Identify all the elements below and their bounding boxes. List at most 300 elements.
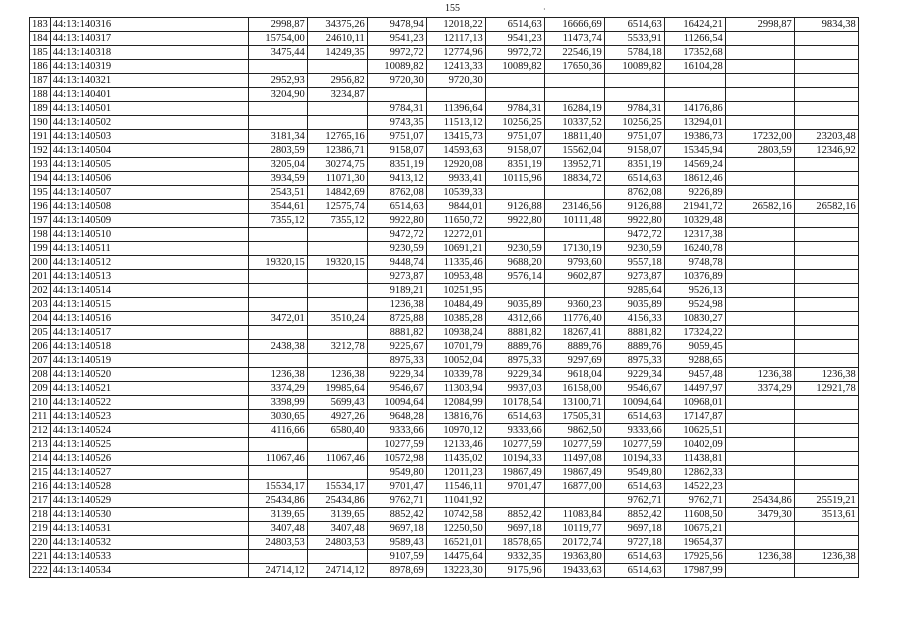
value-cell <box>725 116 794 130</box>
value-cell: 8881,82 <box>485 326 544 340</box>
value-cell <box>725 102 794 116</box>
value-cell: 19867,49 <box>485 466 544 480</box>
value-cell: 9332,35 <box>485 550 544 564</box>
row-number-cell: 183 <box>30 18 51 32</box>
cadastral-number-cell: 44:13:140512 <box>50 256 248 270</box>
value-cell: 23146,56 <box>544 200 604 214</box>
value-cell: 17130,19 <box>544 242 604 256</box>
row-number-cell: 197 <box>30 214 51 228</box>
value-cell: 15534,17 <box>307 480 367 494</box>
value-cell <box>725 466 794 480</box>
table-row <box>30 452 859 466</box>
value-cell <box>794 340 858 354</box>
value-cell: 9541,23 <box>367 32 426 46</box>
value-cell: 5784,18 <box>604 46 664 60</box>
value-cell: 9526,13 <box>664 284 725 298</box>
value-cell: 16284,19 <box>544 102 604 116</box>
value-cell <box>725 564 794 578</box>
value-cell <box>544 494 604 508</box>
cadastral-number-cell: 44:13:140507 <box>50 186 248 200</box>
value-cell: 16666,69 <box>544 18 604 32</box>
cadastral-number-cell: 44:13:140514 <box>50 284 248 298</box>
value-cell: 18267,41 <box>544 326 604 340</box>
value-cell: 1236,38 <box>794 550 858 564</box>
row-number-cell: 203 <box>30 298 51 312</box>
value-cell: 9226,89 <box>664 186 725 200</box>
value-cell: 14249,35 <box>307 46 367 60</box>
table-row <box>30 424 859 438</box>
value-cell <box>794 102 858 116</box>
cadastral-number-cell: 44:13:140319 <box>50 60 248 74</box>
value-cell <box>794 88 858 102</box>
value-cell <box>725 312 794 326</box>
value-cell: 10970,12 <box>426 424 485 438</box>
value-cell: 11608,50 <box>664 508 725 522</box>
value-cell: 15345,94 <box>664 144 725 158</box>
value-cell <box>725 74 794 88</box>
value-cell: 1236,38 <box>725 550 794 564</box>
value-cell: 3510,24 <box>307 312 367 326</box>
value-cell: 9035,89 <box>604 298 664 312</box>
table-row <box>30 242 859 256</box>
value-cell: 14475,64 <box>426 550 485 564</box>
value-cell: 12133,46 <box>426 438 485 452</box>
cadastral-number-cell: 44:13:140503 <box>50 130 248 144</box>
value-cell <box>485 88 544 102</box>
row-number-cell: 218 <box>30 508 51 522</box>
cadastral-number-cell: 44:13:140316 <box>50 18 248 32</box>
value-cell: 18612,46 <box>664 172 725 186</box>
row-number-cell: 192 <box>30 144 51 158</box>
value-cell: 11083,84 <box>544 508 604 522</box>
value-cell: 9701,47 <box>367 480 426 494</box>
value-cell: 9288,65 <box>664 354 725 368</box>
value-cell <box>307 298 367 312</box>
value-cell: 11776,40 <box>544 312 604 326</box>
cadastral-number-cell: 44:13:140533 <box>50 550 248 564</box>
value-cell: 4116,66 <box>248 424 307 438</box>
cadastral-number-cell: 44:13:140502 <box>50 116 248 130</box>
table-row <box>30 340 859 354</box>
value-cell: 1236,38 <box>248 368 307 382</box>
value-cell <box>794 46 858 60</box>
value-cell <box>664 74 725 88</box>
value-cell: 17505,31 <box>544 410 604 424</box>
value-cell: 10256,25 <box>604 116 664 130</box>
value-cell <box>367 88 426 102</box>
value-cell <box>248 326 307 340</box>
value-cell: 9457,48 <box>664 368 725 382</box>
value-cell: 10194,33 <box>604 452 664 466</box>
value-cell: 10089,82 <box>367 60 426 74</box>
value-cell: 10277,59 <box>544 438 604 452</box>
table-row <box>30 480 859 494</box>
value-cell: 2803,59 <box>725 144 794 158</box>
value-cell <box>794 186 858 200</box>
value-cell: 10376,89 <box>664 270 725 284</box>
value-cell: 11071,30 <box>307 172 367 186</box>
cadastral-number-cell: 44:13:140521 <box>50 382 248 396</box>
value-cell: 10251,95 <box>426 284 485 298</box>
value-cell: 6514,63 <box>367 200 426 214</box>
table-row <box>30 312 859 326</box>
value-cell: 9793,60 <box>544 256 604 270</box>
value-cell: 12862,33 <box>664 466 725 480</box>
value-cell: 9230,59 <box>367 242 426 256</box>
value-cell: 9862,50 <box>544 424 604 438</box>
value-cell: 12774,96 <box>426 46 485 60</box>
value-cell <box>794 564 858 578</box>
value-cell: 6580,40 <box>307 424 367 438</box>
page-mark: · <box>543 5 546 14</box>
value-cell: 3139,65 <box>307 508 367 522</box>
value-cell: 9360,23 <box>544 298 604 312</box>
value-cell: 10052,04 <box>426 354 485 368</box>
value-cell: 9333,66 <box>367 424 426 438</box>
value-cell: 19654,37 <box>664 536 725 550</box>
value-cell: 10572,98 <box>367 452 426 466</box>
value-cell: 5699,43 <box>307 396 367 410</box>
value-cell: 9158,07 <box>485 144 544 158</box>
value-cell: 12920,08 <box>426 158 485 172</box>
value-cell <box>725 186 794 200</box>
value-cell: 19867,49 <box>544 466 604 480</box>
value-cell: 9225,67 <box>367 340 426 354</box>
value-cell: 10277,59 <box>604 438 664 452</box>
value-cell: 6514,63 <box>485 410 544 424</box>
value-cell: 9297,69 <box>544 354 604 368</box>
value-cell: 16158,00 <box>544 382 604 396</box>
value-cell: 11546,11 <box>426 480 485 494</box>
value-cell <box>725 410 794 424</box>
value-cell: 12413,33 <box>426 60 485 74</box>
value-cell: 9230,59 <box>604 242 664 256</box>
value-cell: 3030,65 <box>248 410 307 424</box>
value-cell: 15534,17 <box>248 480 307 494</box>
value-cell <box>248 438 307 452</box>
cadastral-number-cell: 44:13:140318 <box>50 46 248 60</box>
value-cell: 9448,74 <box>367 256 426 270</box>
table-row <box>30 284 859 298</box>
value-cell <box>725 480 794 494</box>
value-cell: 11497,08 <box>544 452 604 466</box>
value-cell: 2998,87 <box>248 18 307 32</box>
value-cell: 8889,76 <box>604 340 664 354</box>
table-row <box>30 200 859 214</box>
value-cell: 17925,56 <box>664 550 725 564</box>
value-cell: 3212,78 <box>307 340 367 354</box>
value-cell: 3544,61 <box>248 200 307 214</box>
value-cell: 9922,80 <box>485 214 544 228</box>
value-cell <box>725 522 794 536</box>
value-cell: 12921,78 <box>794 382 858 396</box>
cadastral-number-cell: 44:13:140530 <box>50 508 248 522</box>
value-cell: 3374,29 <box>248 382 307 396</box>
row-number-cell: 185 <box>30 46 51 60</box>
row-number-cell: 213 <box>30 438 51 452</box>
value-cell: 10194,33 <box>485 452 544 466</box>
value-cell <box>307 354 367 368</box>
value-cell: 18811,40 <box>544 130 604 144</box>
value-cell: 13952,71 <box>544 158 604 172</box>
value-cell: 9751,07 <box>604 130 664 144</box>
value-cell: 2543,51 <box>248 186 307 200</box>
value-cell: 10691,21 <box>426 242 485 256</box>
value-cell: 2438,38 <box>248 340 307 354</box>
row-number-cell: 204 <box>30 312 51 326</box>
row-number-cell: 219 <box>30 522 51 536</box>
value-cell: 6514,63 <box>604 480 664 494</box>
value-cell <box>794 480 858 494</box>
value-cell: 5533,91 <box>604 32 664 46</box>
value-cell: 11435,02 <box>426 452 485 466</box>
table-row <box>30 60 859 74</box>
value-cell: 8881,82 <box>604 326 664 340</box>
value-cell: 9748,78 <box>664 256 725 270</box>
value-cell <box>794 424 858 438</box>
value-cell <box>248 550 307 564</box>
value-cell: 19386,73 <box>664 130 725 144</box>
value-cell <box>307 284 367 298</box>
value-cell: 16424,21 <box>664 18 725 32</box>
value-cell: 10339,78 <box>426 368 485 382</box>
value-cell: 1236,38 <box>794 368 858 382</box>
value-cell: 17987,99 <box>664 564 725 578</box>
value-cell: 6514,63 <box>604 564 664 578</box>
value-cell: 24803,53 <box>307 536 367 550</box>
value-cell <box>794 536 858 550</box>
value-cell: 9273,87 <box>367 270 426 284</box>
value-cell: 12765,16 <box>307 130 367 144</box>
cadastral-number-cell: 44:13:140506 <box>50 172 248 186</box>
value-cell: 13294,01 <box>664 116 725 130</box>
value-cell <box>794 270 858 284</box>
value-cell: 3205,04 <box>248 158 307 172</box>
value-cell: 14569,24 <box>664 158 725 172</box>
value-cell: 10742,58 <box>426 508 485 522</box>
value-cell: 9762,71 <box>367 494 426 508</box>
value-cell <box>725 46 794 60</box>
value-cell: 9126,88 <box>485 200 544 214</box>
value-cell: 9285,64 <box>604 284 664 298</box>
value-cell: 3139,65 <box>248 508 307 522</box>
table-row <box>30 172 859 186</box>
value-cell: 8889,76 <box>544 340 604 354</box>
value-cell: 9648,28 <box>367 410 426 424</box>
value-cell <box>248 116 307 130</box>
value-cell <box>794 242 858 256</box>
value-cell: 8975,33 <box>604 354 664 368</box>
cadastral-number-cell: 44:13:140509 <box>50 214 248 228</box>
value-cell: 10115,96 <box>485 172 544 186</box>
value-cell: 25519,21 <box>794 494 858 508</box>
value-cell <box>725 88 794 102</box>
value-cell: 30274,75 <box>307 158 367 172</box>
value-cell: 10277,59 <box>367 438 426 452</box>
value-cell <box>794 298 858 312</box>
cadastral-number-cell: 44:13:140515 <box>50 298 248 312</box>
row-number-cell: 196 <box>30 200 51 214</box>
value-cell <box>725 158 794 172</box>
cadastral-number-cell: 44:13:140520 <box>50 368 248 382</box>
value-cell <box>725 242 794 256</box>
value-cell: 15754,00 <box>248 32 307 46</box>
value-cell: 12346,92 <box>794 144 858 158</box>
table-row <box>30 74 859 88</box>
cadastral-number-cell: 44:13:140511 <box>50 242 248 256</box>
row-number-cell: 194 <box>30 172 51 186</box>
row-number-cell: 189 <box>30 102 51 116</box>
value-cell <box>307 116 367 130</box>
value-cell <box>794 158 858 172</box>
value-cell: 11067,46 <box>307 452 367 466</box>
value-cell <box>248 60 307 74</box>
row-number-cell: 188 <box>30 88 51 102</box>
table-row <box>30 214 859 228</box>
cadastral-number-cell: 44:13:140501 <box>50 102 248 116</box>
value-cell: 6514,63 <box>604 410 664 424</box>
value-cell: 10938,24 <box>426 326 485 340</box>
value-cell: 13223,30 <box>426 564 485 578</box>
cadastral-number-cell: 44:13:140513 <box>50 270 248 284</box>
value-cell: 12084,99 <box>426 396 485 410</box>
table-row <box>30 298 859 312</box>
value-cell <box>725 536 794 550</box>
value-cell: 24714,12 <box>248 564 307 578</box>
value-cell: 9576,14 <box>485 270 544 284</box>
row-number-cell: 210 <box>30 396 51 410</box>
row-number-cell: 200 <box>30 256 51 270</box>
value-cell: 9933,41 <box>426 172 485 186</box>
cadastral-number-cell: 44:13:140516 <box>50 312 248 326</box>
value-cell <box>248 242 307 256</box>
value-cell <box>794 452 858 466</box>
value-cell: 3181,34 <box>248 130 307 144</box>
value-cell <box>794 214 858 228</box>
value-cell: 10094,64 <box>604 396 664 410</box>
cadastral-number-cell: 44:13:140317 <box>50 32 248 46</box>
value-cell <box>794 354 858 368</box>
row-number-cell: 211 <box>30 410 51 424</box>
value-cell: 9762,71 <box>604 494 664 508</box>
table-row <box>30 256 859 270</box>
value-cell: 9557,18 <box>604 256 664 270</box>
value-cell: 10089,82 <box>604 60 664 74</box>
value-cell <box>307 270 367 284</box>
value-cell: 13415,73 <box>426 130 485 144</box>
value-cell: 9059,45 <box>664 340 725 354</box>
value-cell <box>725 284 794 298</box>
value-cell: 8725,88 <box>367 312 426 326</box>
table-row <box>30 466 859 480</box>
value-cell: 12317,38 <box>664 228 725 242</box>
value-cell <box>248 284 307 298</box>
table-row <box>30 228 859 242</box>
value-cell: 14522,23 <box>664 480 725 494</box>
value-cell: 3479,30 <box>725 508 794 522</box>
value-cell: 6514,63 <box>485 18 544 32</box>
value-cell <box>604 88 664 102</box>
row-number-cell: 217 <box>30 494 51 508</box>
value-cell: 11041,92 <box>426 494 485 508</box>
cadastral-number-cell: 44:13:140505 <box>50 158 248 172</box>
value-cell: 34375,26 <box>307 18 367 32</box>
value-cell: 9784,31 <box>604 102 664 116</box>
value-cell: 10111,48 <box>544 214 604 228</box>
cadastral-number-cell: 44:13:140532 <box>50 536 248 550</box>
value-cell: 9727,18 <box>604 536 664 550</box>
value-cell: 17147,87 <box>664 410 725 424</box>
value-cell <box>664 88 725 102</box>
value-cell: 9541,23 <box>485 32 544 46</box>
value-cell: 9844,01 <box>426 200 485 214</box>
value-cell: 9229,34 <box>604 368 664 382</box>
value-cell: 9922,80 <box>604 214 664 228</box>
value-cell <box>248 270 307 284</box>
value-cell: 2998,87 <box>725 18 794 32</box>
table-row <box>30 158 859 172</box>
value-cell: 13816,76 <box>426 410 485 424</box>
value-cell: 17650,36 <box>544 60 604 74</box>
row-number-cell: 206 <box>30 340 51 354</box>
row-number-cell: 220 <box>30 536 51 550</box>
value-cell <box>426 88 485 102</box>
value-cell: 9158,07 <box>367 144 426 158</box>
value-cell: 9972,72 <box>367 46 426 60</box>
value-cell <box>725 256 794 270</box>
value-cell <box>307 60 367 74</box>
value-cell: 14497,97 <box>664 382 725 396</box>
value-cell <box>725 214 794 228</box>
value-cell: 9784,31 <box>485 102 544 116</box>
cadastral-number-cell: 44:13:140401 <box>50 88 248 102</box>
value-cell: 11303,94 <box>426 382 485 396</box>
value-cell: 10089,82 <box>485 60 544 74</box>
value-cell <box>307 228 367 242</box>
value-cell: 10539,33 <box>426 186 485 200</box>
cadastral-number-cell: 44:13:140524 <box>50 424 248 438</box>
cadastral-number-cell: 44:13:140522 <box>50 396 248 410</box>
value-cell: 8762,08 <box>604 186 664 200</box>
value-cell: 9472,72 <box>367 228 426 242</box>
value-cell: 9972,72 <box>485 46 544 60</box>
value-cell: 10968,01 <box>664 396 725 410</box>
row-number-cell: 205 <box>30 326 51 340</box>
value-cell <box>307 438 367 452</box>
value-cell: 9472,72 <box>604 228 664 242</box>
value-cell <box>794 410 858 424</box>
value-cell: 9549,80 <box>604 466 664 480</box>
cadastral-number-cell: 44:13:140508 <box>50 200 248 214</box>
row-number-cell: 214 <box>30 452 51 466</box>
value-cell: 10953,48 <box>426 270 485 284</box>
value-cell: 16240,78 <box>664 242 725 256</box>
value-cell: 10484,49 <box>426 298 485 312</box>
value-cell <box>794 522 858 536</box>
value-cell: 24714,12 <box>307 564 367 578</box>
value-cell: 19363,80 <box>544 550 604 564</box>
value-cell: 1236,38 <box>725 368 794 382</box>
value-cell: 9478,94 <box>367 18 426 32</box>
value-cell: 9834,38 <box>794 18 858 32</box>
value-cell: 18834,72 <box>544 172 604 186</box>
value-cell: 10256,25 <box>485 116 544 130</box>
table-row <box>30 536 859 550</box>
row-number-cell: 222 <box>30 564 51 578</box>
value-cell: 9720,30 <box>367 74 426 88</box>
value-cell: 8852,42 <box>485 508 544 522</box>
value-cell: 11335,46 <box>426 256 485 270</box>
